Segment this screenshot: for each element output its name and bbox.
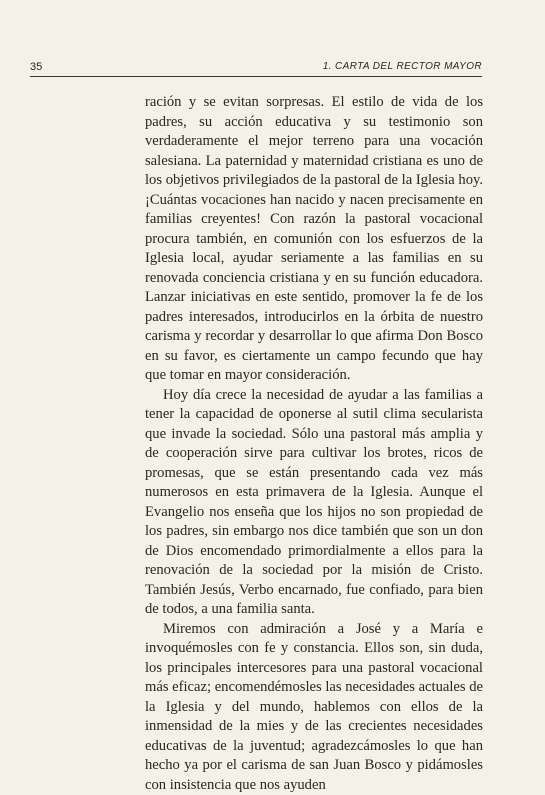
- running-head-title: 1. CARTA DEL RECTOR MAYOR: [323, 61, 482, 72]
- paragraph: Miremos con admiración a José y a María e invoquémosles con fe y constancia. Ellos son, sin duda, los principales intercesores para una pastoral vocacional más eficaz; encomendémosles las necesidades actuales de la Iglesia y del mundo, hablemos con ellos de la inmensidad de la mies y de las crecientes necesidades educativas de la juventud; agradezcámosles lo que han hecho ya por el carisma de san Juan Bosco y pidámosles con insistencia que nos ayuden: [145, 620, 483, 795]
- page-number: 35: [30, 61, 42, 73]
- paragraph: ración y se evitan sorpresas. El estilo de vida de los padres, su acción educativa y su testimonio son verdaderamente el mejor terreno para una vocación salesiana. La paternidad y maternidad cristiana es uno de los objetivos privilegiados de la pastoral de la Iglesia hoy. ¡Cuántas vocaciones han nacido y nacen precisamente en familias creyentes! Con razón la pastoral vocacional procura también, en comunión con los esfuerzos de la Iglesia local, ayudar seriamente a las familias en su renovada conciencia cristiana y en su función educadora. Lanzar iniciativas en este sentido, promover la fe de los padres interesados, introducirlos en la órbita de nuestro carisma y recordar y desarrollar lo que afirma Don Bosco en su favor, es ciertamente un campo fecundo que hay que tomar en mayor consideración.: [145, 93, 483, 386]
- paragraph: Hoy día crece la necesidad de ayudar a las familias a tener la capacidad de oponerse al sutil clima secularista que invade la sociedad. Sólo una pastoral más amplia y de cooperación sirve para cultivar los brotes, ricos de promesas, que se están presentando cada vez más numerosos en esta primavera de la Iglesia. Aunque el Evangelio nos enseña que los hijos no son propiedad de los padres, sin embargo nos dice también que son un don de Dios encomendado primordialmente a ellos para la renovación de la sociedad por la misión de Cristo. También Jesús, Verbo encarnado, fue confiado, para bien de todos, a una familia santa.: [145, 386, 483, 620]
- running-header: [30, 60, 482, 77]
- body-text: [145, 93, 483, 795]
